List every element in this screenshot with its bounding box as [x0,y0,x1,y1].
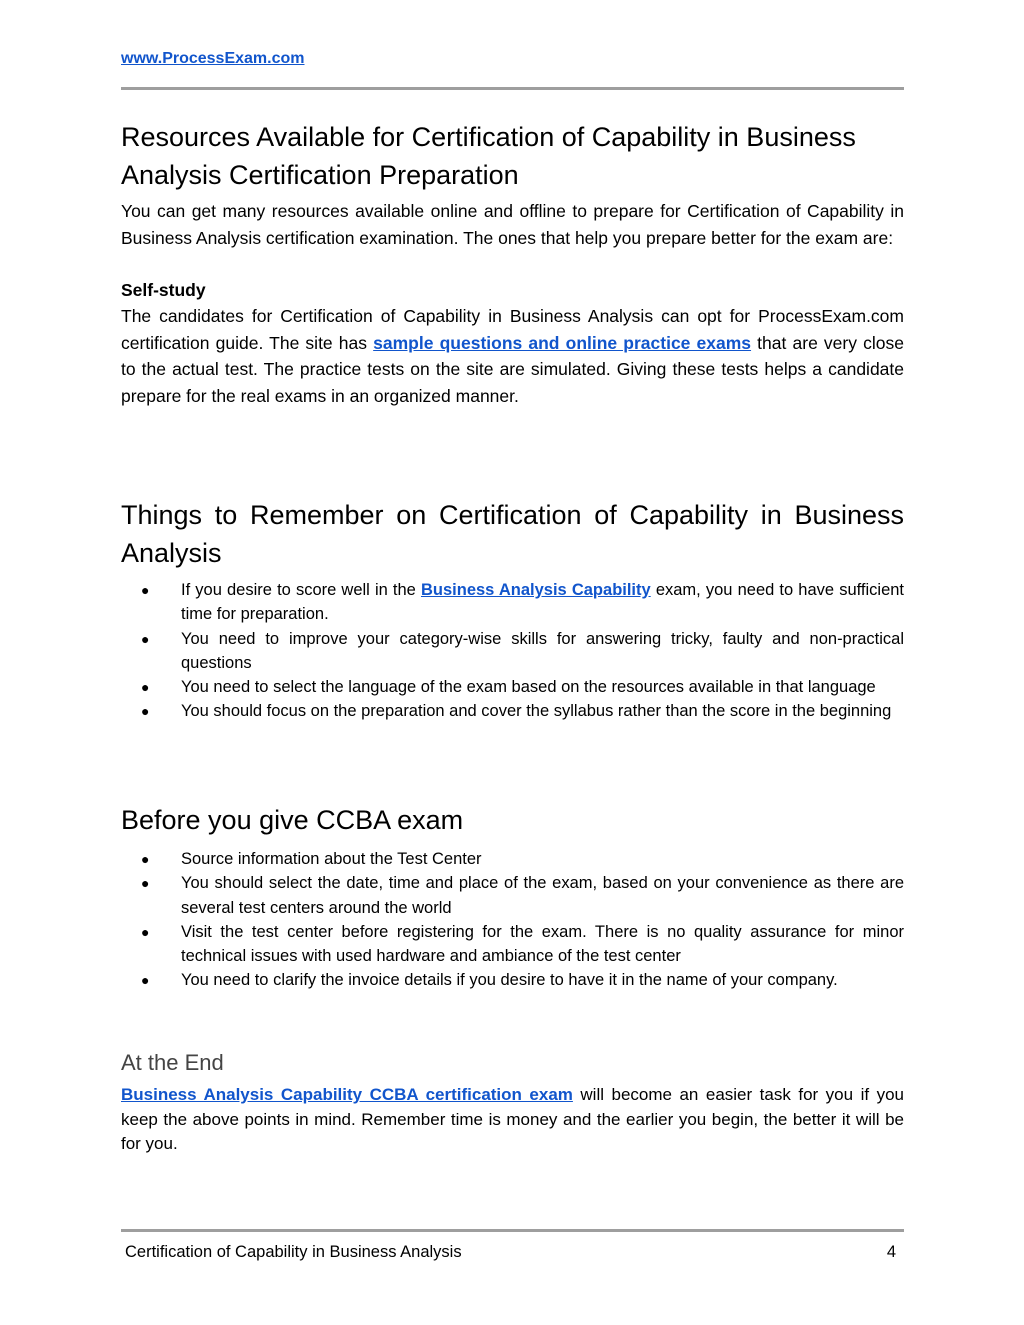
business-analysis-capability-link[interactable]: Business Analysis Capability [420,581,651,599]
paragraph-text: will become an easier task for you if you keep the above points in mind. Remember time is money and the earlier you begin, the better it will be for you. [121,1085,904,1153]
bullet-list [121,847,904,993]
section-title: Resources Available for Certification of Capability in Business Analysis Certification Preparation [121,122,856,190]
bullet-icon: ● [141,630,150,647]
bullet-list [121,578,904,724]
section-title: Things to Remember on Certification of Capability in Business Analysis [121,500,904,568]
bullet-icon: ● [141,851,150,867]
item-text: You need to clarify the invoice details if you desire to have it in the name of your company. [181,971,838,990]
ccba-exam-link[interactable]: Business Analysis Capability CCBA certification exam [121,1085,573,1104]
section-things-to-remember [121,496,904,724]
section-title: Before you give CCBA exam [121,805,464,835]
bullet-icon: ● [141,703,150,720]
section-resources [121,118,904,409]
sample-questions-link[interactable]: sample questions and online practice exams [373,332,752,353]
item-text: If you desire to score well in the [181,581,421,599]
closing-paragraph [121,1083,904,1157]
intro-paragraph: You can get many resources available online and offline to prepare for Certification of Capability in Business Analysis certification examination. The ones that help you prepare better for the exam are: [121,201,904,248]
item-text: Source information about the Test Center [181,850,482,868]
item-text: You need to select the language of the exam based on the resources available in that language [181,678,876,697]
list-item [121,699,904,723]
item-text: Visit the test center before registering for the exam. There is no quality assurance for minor technical issues with used hardware and ambiance of the test center [181,922,904,966]
item-text: You should focus on the preparation and cover the syllabus rather than the score in the beginning [181,702,892,721]
list-item [121,578,904,627]
site-link[interactable]: www.ProcessExam.com [121,50,305,67]
section-at-the-end [121,1048,904,1157]
bullet-icon: ● [141,679,150,696]
item-text: exam, you need to have sufficient time for preparation. [181,581,905,624]
item-text: You need to improve your category-wise skills for answering tricky, faulty and non-practical questions [181,629,904,672]
paragraph-text: The candidates for Certification of Capability in Business Analysis can opt for ProcessExam.com certification guide. The site has [121,306,904,353]
subheading-self-study: Self-study [121,280,206,300]
bullet-icon: ● [141,923,150,940]
section-title: At the End [121,1050,224,1075]
bullet-icon: ● [141,972,150,989]
list-item [121,968,904,992]
section-before-exam [121,801,904,993]
bullet-icon: ● [141,582,150,598]
list-item [121,847,904,871]
list-item [121,627,904,676]
list-item [121,871,904,920]
item-text: You should select the date, time and place of the exam, based on your convenience as there are several test centers around the world [181,874,904,917]
bullet-icon: ● [141,875,150,892]
header-divider [121,87,904,90]
footer-title: Certification of Capability in Business Analysis [125,1243,462,1261]
list-item [121,675,904,699]
paragraph-text: that are very close to the actual test. The practice tests on the site are simulated. Giving these tests helps a candidate prepare for the real exams in an organized manner. [121,332,904,406]
footer-divider [121,1229,904,1232]
self-study-paragraph [121,303,904,409]
list-item [121,920,904,969]
page-number: 4 [886,1243,896,1261]
